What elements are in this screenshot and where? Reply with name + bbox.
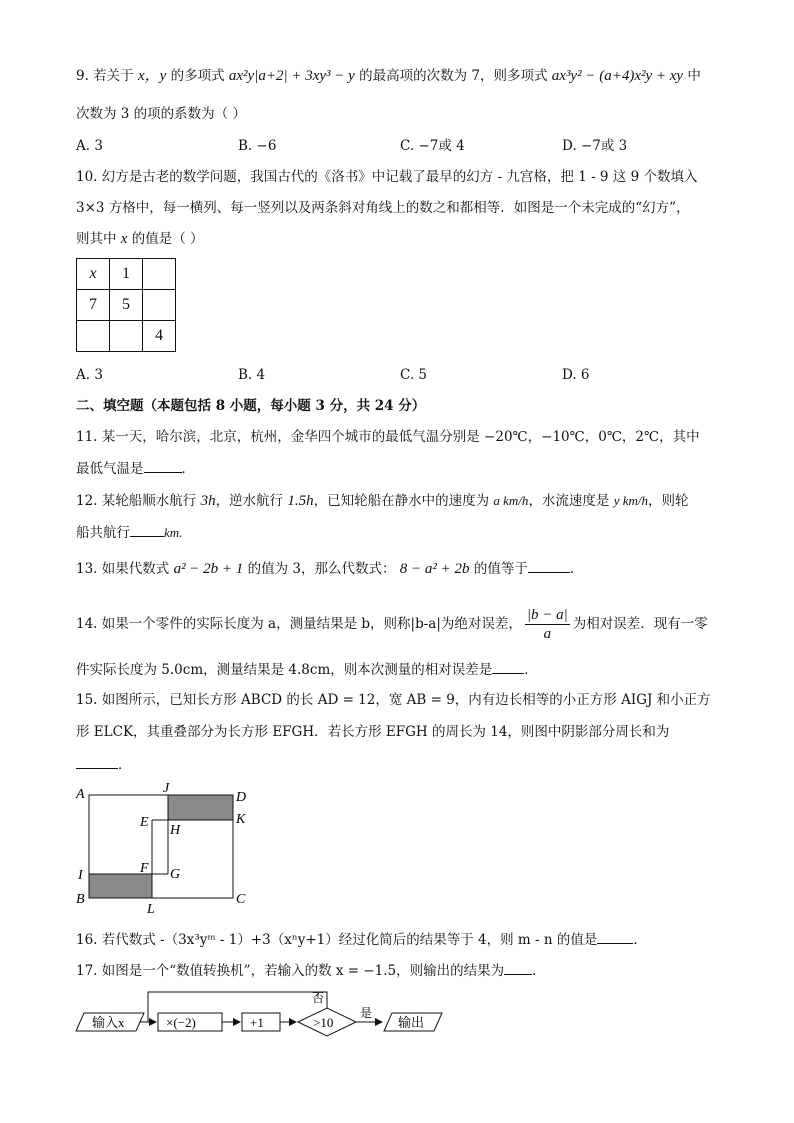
q13-expr2: 8 − a² + 2b — [399, 561, 470, 577]
label-L: L — [147, 902, 155, 917]
q9-line2: 次数为 3 的项的系数为（ ） — [76, 106, 246, 122]
q9-option-a: A. 3 — [76, 138, 103, 154]
q12-line2 — [76, 522, 182, 543]
q9-text-d: 的最高项的次数为 7，则多项式 — [359, 68, 548, 84]
q12-unit: km. — [164, 525, 183, 540]
step-add-label: +1 — [250, 1015, 264, 1030]
label-B: B — [76, 892, 85, 907]
q11-line2 — [76, 458, 195, 479]
q17-line — [76, 960, 546, 981]
q9-option-b: B. −6 — [238, 138, 277, 154]
q9-poly2: ax³y² − (a+4)x²y + xy — [551, 68, 684, 84]
q10-option-b: B. 4 — [238, 367, 266, 383]
answer-blank[interactable] — [528, 558, 570, 573]
q12-text-e: ，已知轮船在静水中的速度为 — [313, 493, 490, 509]
q13-expr1: a² − 2b + 1 — [173, 561, 244, 577]
q14-line2 — [76, 659, 538, 680]
q14-text-line2: 件实际长度为 5.0cm，测量结果是 4.8cm，则本次测量的相对误差是 — [76, 662, 493, 678]
q9-vars: x，y — [137, 68, 167, 84]
q11-text: 最低气温是 — [76, 461, 144, 477]
condition-label: >10 — [313, 1015, 334, 1030]
q10-line3 — [76, 229, 204, 249]
grid-cell — [143, 259, 176, 290]
answer-blank[interactable] — [504, 960, 532, 975]
q10-option-c: C. 5 — [400, 367, 428, 383]
q9-option-d: D. −7或 3 — [562, 138, 628, 154]
yes-label: 是 — [360, 1006, 373, 1020]
q13-text-b: 的值为 3，那么代数式： — [247, 561, 396, 577]
q12-val-d: 1.5h — [287, 493, 314, 509]
q10-option-a: A. 3 — [76, 367, 103, 383]
output-label: 输出 — [398, 1015, 425, 1030]
grid-cell — [77, 321, 110, 352]
q9-text-a: 9. 若关于 — [76, 68, 134, 84]
q10-option-d: D. 6 — [562, 367, 590, 383]
shaded-region-bottom — [89, 874, 152, 898]
label-F: F — [140, 861, 149, 876]
answer-blank[interactable] — [597, 929, 633, 944]
q10-line1: 10. 幻方是古老的数学问题，我国古代的《洛书》中记载了最早的幻方 - 九宫格，把 1 - 9 这 9 个数填入 — [76, 169, 698, 185]
q15-line2: 形 ELCK，其重叠部分为长方形 EFGH．若长方形 EFGH 的周长为 14，则图中阴影部分周长和为 — [76, 724, 670, 740]
label-E: E — [140, 815, 149, 830]
q17-end: ． — [532, 963, 546, 979]
fraction-denominator: a — [543, 626, 552, 642]
q12-val-f: a km/h — [493, 493, 529, 508]
label-G: G — [170, 867, 181, 882]
step-multiply-label: ×(−2) — [166, 1015, 196, 1030]
grid-cell: 4 — [143, 321, 176, 352]
q10-line2: 3×3 方格中，每一横列、每一竖列以及两条斜对角线上的数之和都相等．如图是一个未完成的“幻方”， — [76, 200, 690, 216]
relative-error-fraction — [525, 606, 570, 643]
shaded-region-top — [168, 795, 233, 820]
fraction-numerator: |b − a| — [526, 607, 568, 623]
q9-text-e: 中 — [687, 68, 701, 84]
grid-cell — [143, 290, 176, 321]
q14-end: ． — [524, 662, 538, 678]
no-label: 否 — [312, 991, 325, 1005]
grid-cell: 1 — [110, 259, 143, 290]
q15-line3 — [76, 754, 132, 775]
label-J: J — [163, 781, 170, 796]
label-C: C — [236, 892, 246, 907]
q11-line1: 11. 某一天，哈尔滨，北京，杭州，金华四个城市的最低气温分别是 −20℃，−10℃，0℃，2℃，其中 — [76, 429, 700, 445]
section-heading: 二、填空题（本题包括 8 小题，每小题 3 分，共 24 分） — [76, 398, 426, 414]
q12-text-c: ，逆水航行 — [215, 493, 284, 509]
grid-cell: 5 — [110, 290, 143, 321]
q12-text-a: 12. 某轮船顺水航行 — [76, 493, 197, 509]
grid-cell: x — [77, 259, 110, 290]
q13-end: ． — [569, 561, 584, 577]
q10-var-x: x — [120, 231, 128, 247]
label-K: K — [236, 812, 246, 827]
q9-line1 — [76, 66, 701, 86]
q13-line — [76, 558, 583, 579]
q9-poly1: ax²y|a+2| + 3xy³ − y — [228, 68, 355, 84]
label-A: A — [76, 787, 85, 802]
q16-text: 16. 若代数式 -（3x³yᵐ - 1）+3（xⁿy+1）经过化简后的结果等于 4，则 m - n 的值是 — [76, 932, 598, 948]
q14-line1 — [76, 604, 708, 644]
q9-text-c: 的多项式 — [170, 68, 225, 84]
q12-val-b: 3h — [200, 493, 216, 509]
q14-text-b: 为相对误差．现有一零 — [572, 616, 708, 632]
q10-text-b: 的值是（ ） — [131, 231, 204, 247]
number-converter-flowchart — [70, 988, 450, 1044]
q12-text-line2: 船共航行 — [76, 525, 130, 541]
magic-square-grid — [76, 258, 176, 352]
q12-text-i: ，则轮 — [648, 493, 689, 509]
q16-end: ． — [633, 932, 647, 948]
rectangle-figure — [70, 780, 270, 920]
q17-text: 17. 如图是一个“数值转换机”，若输入的数 x = −1.5，则输出的结果为 — [76, 963, 505, 979]
answer-blank[interactable] — [492, 659, 524, 674]
grid-cell — [110, 321, 143, 352]
label-I: I — [78, 868, 83, 883]
answer-blank[interactable] — [144, 458, 182, 473]
grid-cell: 7 — [77, 290, 110, 321]
q12-text-g: ，水流速度是 — [528, 493, 610, 509]
input-label: 输入x — [92, 1015, 125, 1030]
q15-line1: 15. 如图所示，已知长方形 ABCD 的长 AD = 12，宽 AB = 9，内有边长相等的小正方形 AIGJ 和小正方 — [76, 692, 711, 708]
q16-line — [76, 929, 647, 950]
q13-text-a: 13. 如果代数式 — [76, 561, 170, 577]
q14-text-a: 14. 如果一个零件的实际长度为 a，测量结果是 b，则称|b-a|为绝对误差， — [76, 616, 522, 632]
label-H: H — [170, 823, 181, 838]
q13-text-c: 的值等于 — [473, 561, 528, 577]
q12-line1 — [76, 491, 689, 511]
label-D: D — [236, 790, 247, 805]
q10-text-a: 则其中 — [76, 231, 117, 247]
q11-end: ． — [181, 461, 195, 477]
q15-end: ． — [118, 757, 132, 773]
q12-val-h: y km/h — [613, 493, 649, 508]
answer-blank[interactable] — [130, 522, 164, 537]
answer-blank[interactable] — [76, 754, 118, 769]
q9-option-c: C. −7或 4 — [400, 138, 465, 154]
